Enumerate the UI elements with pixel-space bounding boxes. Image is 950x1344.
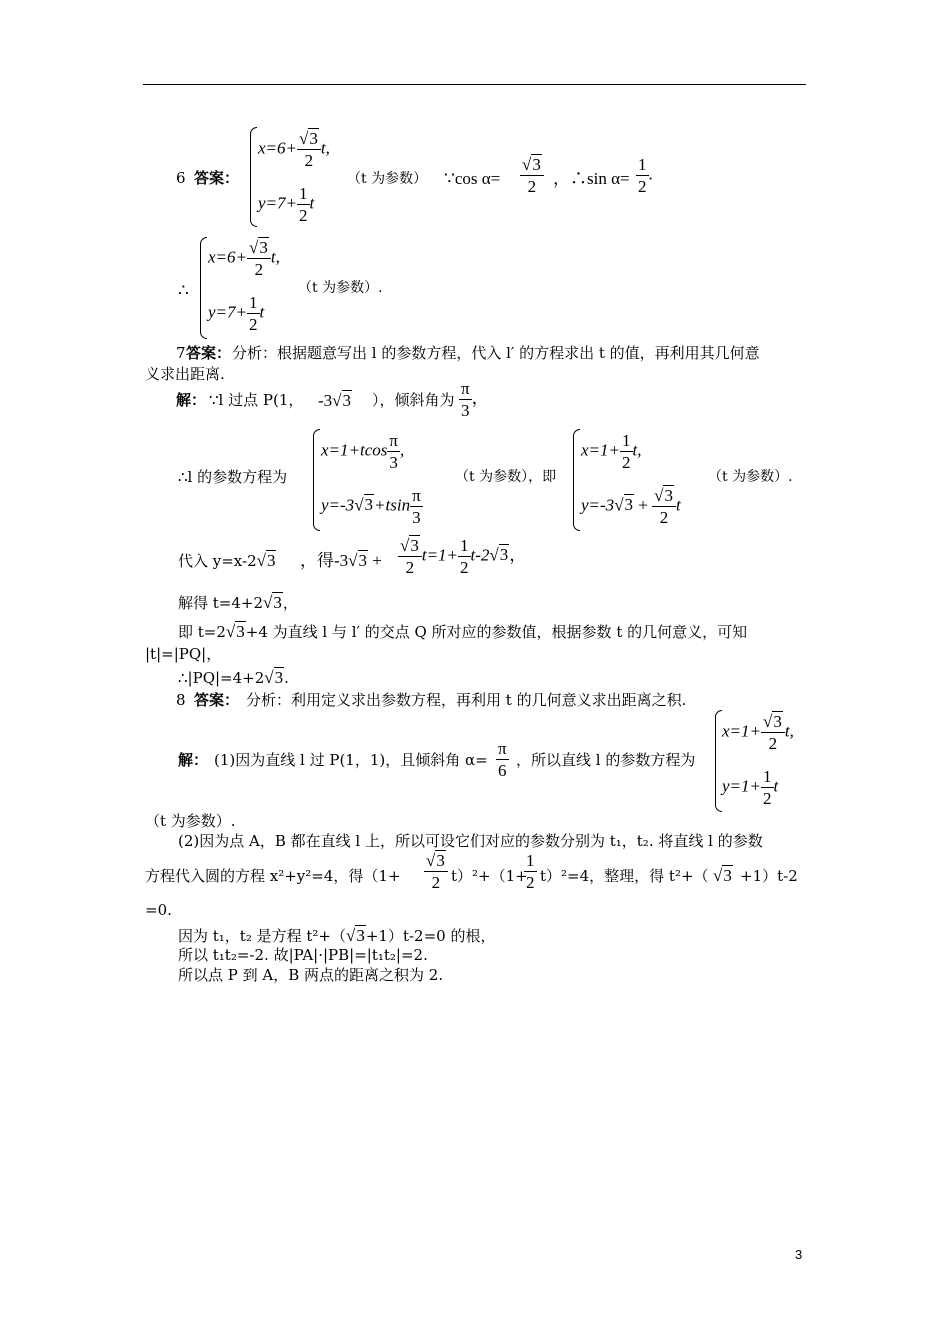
q7-solve-1b: ），倾斜角为 xyxy=(372,391,455,409)
q8-analysis: 分析：利用定义求出参数方程，再利用 t 的几何意义求出距离之积. xyxy=(246,691,687,709)
q6-number: 6 xyxy=(176,169,186,187)
q7-solve-label: 解： xyxy=(176,391,207,409)
q7-line-c: ∴|PQ|=4+2√3. xyxy=(178,668,289,687)
q7-sysB-x: x=1+ $\frac{1}{2}$ t, xyxy=(581,431,642,472)
q8-number: 8 xyxy=(176,691,186,709)
q6-sys1-x: x=6+ $\frac{√3}{2}$ t, xyxy=(258,129,330,170)
q6-sys2-y: y=7+ $\frac{1}{2}$ t xyxy=(208,293,265,334)
q8-p2-sqrt: √3 xyxy=(713,866,732,885)
q7-analysis-2: 义求出距离. xyxy=(145,365,225,383)
q7-angle: $\frac{\pi}{3}$ ， xyxy=(461,379,489,420)
q8-p2-frac-1: $\frac{√3}{2}$ xyxy=(424,852,448,891)
q7-sub-lead: 代入 y=x-2√3 xyxy=(178,551,276,570)
q6-sys1-y: y=7+ $\frac{1}{2}$ t xyxy=(258,184,315,225)
q8-solve-label: 解： xyxy=(178,751,209,769)
q6-sin: ，∴sin α= xyxy=(553,169,630,188)
q7-solve-t: 解得 t=4+2√3， xyxy=(178,593,298,612)
q6-cos-value: $\frac{√3}{2}$ xyxy=(520,156,544,195)
q6-param-note-2: （t 为参数）. xyxy=(298,280,383,296)
q6-cos: ∵cos α= xyxy=(444,169,501,188)
q7-solve-1a: ∵l 过点 P(1， xyxy=(209,391,304,409)
q7-neg-sqrt: -3√3 xyxy=(318,391,352,410)
q8-p2-frac-2: $\frac{1}{2}$ xyxy=(526,851,535,892)
q8-p2-3: =0. xyxy=(145,901,172,919)
q8-sys-y: y=1+ $\frac{1}{2}$ t xyxy=(722,767,779,808)
q7-sub-mid: ，得-3√3 + xyxy=(300,551,382,570)
q7-answer-label: 答案： xyxy=(186,344,232,362)
q6-param-note: （t 为参数） xyxy=(347,171,428,187)
q8-answer-label: 答案： xyxy=(194,691,240,709)
q6-therefore: ∴ xyxy=(178,281,189,300)
q8-brace xyxy=(715,710,722,812)
q8-param-note: （t 为参数）. xyxy=(145,812,236,830)
q8-p2-5: 所以 t₁t₂=-2. 故|PA|·|PB|=|t₁t₂|=2. xyxy=(178,946,428,964)
q8-p2-2d: +1）t-2 xyxy=(740,867,798,885)
q8-p2-2c: t）²=4，整理，得 t²+（ xyxy=(540,867,709,885)
q7-sysB-y: y=-3√3 + $\frac{√3}{2}$ t xyxy=(581,486,681,527)
q7-line-a: 即 t=2√3+4 为直线 l 与 l′ 的交点 Q 所对应的参数值，根据参数 t 的几何意义，可知 xyxy=(178,622,748,641)
q8-p2-1: (2)因为点 A，B 都在直线 l 上，所以可设它们对应的参数分别为 t₁，t₂. 将直线 l 的参数 xyxy=(178,832,763,850)
q7-param-note-end: （t 为参数）. xyxy=(708,469,793,485)
q6-sys2-x: x=6+ $\frac{√3}{2}$ t, xyxy=(208,238,280,279)
q8-p1-b: ，所以直线 l 的参数方程为 xyxy=(516,751,696,769)
q8-p2-2a: 方程代入圆的方程 x²+y²=4，得（1+ xyxy=(145,867,401,885)
header-rule xyxy=(143,84,806,85)
q7-param-lead: ∴l 的参数方程为 xyxy=(178,468,288,486)
q6-brace-2 xyxy=(200,237,207,339)
q6-brace-1 xyxy=(250,127,257,227)
q7-analysis-1: 分析：根据题意写出 l 的参数方程，代入 l′ 的方程求出 t 的值，再利用其几何意 xyxy=(232,344,760,362)
q7-sysA-y: y=-3√3+tsin $\frac{\pi}{3}$ xyxy=(321,486,421,527)
q8-p2-4: 因为 t₁，t₂ 是方程 t²+（√3+1）t-2=0 的根， xyxy=(178,926,496,945)
q8-p2-2b: t）²+（1+ xyxy=(451,867,528,885)
q8-p1-a: (1)因为直线 l 过 P(1，1)，且倾斜角 α= xyxy=(214,751,488,769)
q7-brace-a xyxy=(313,429,320,531)
q6-sin-value: $\frac{1}{2}$ . xyxy=(638,155,653,196)
q8-sys-x: x=1+ $\frac{√3}{2}$ t, xyxy=(722,712,794,753)
q7-sysA-x: x=1+tcos $\frac{\pi}{3}$ , xyxy=(321,431,405,472)
q7-sub-frac: $\frac{√3}{2}$ t=1+ $\frac{1}{2}$ t-2√3， xyxy=(400,536,527,577)
page-number: 3 xyxy=(795,1247,803,1262)
q7-param-note: （t 为参数），即 xyxy=(455,469,557,485)
q7-line-b: |t|=|PQ|， xyxy=(145,645,222,663)
q8-angle: $\frac{\pi}{6}$ xyxy=(498,739,507,780)
q8-p2-6: 所以点 P 到 A，B 两点的距离之积为 2. xyxy=(178,966,444,984)
q7-brace-b xyxy=(573,429,580,531)
q7-number: 7 xyxy=(176,344,186,362)
q6-answer-label: 答案： xyxy=(194,169,240,187)
